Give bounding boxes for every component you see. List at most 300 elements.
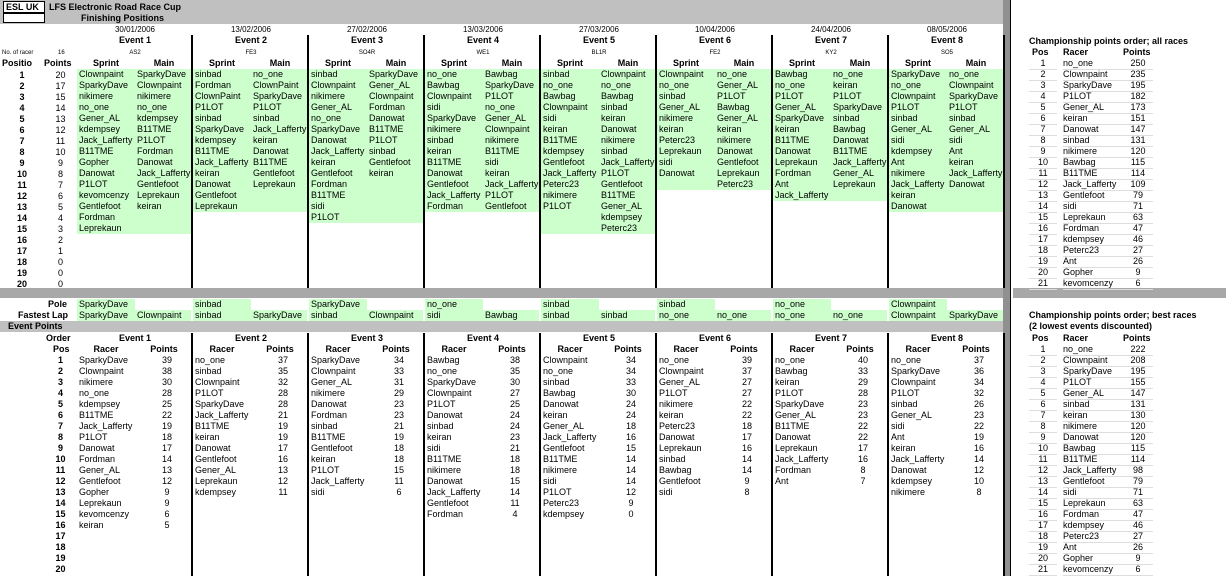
main-racer: SparkyDave <box>833 102 883 112</box>
champ-points-header: Points <box>1123 47 1151 57</box>
event-points-heading: Event 7 <box>814 333 847 343</box>
sprint-header: Sprint <box>93 58 119 68</box>
sprint-racer: Gener_AL <box>775 102 817 112</box>
position-row <box>0 80 77 91</box>
main-racer: sinbad <box>601 102 628 112</box>
champ-pos: 9 <box>1029 146 1057 158</box>
sprint-racer: no_one <box>543 80 574 90</box>
event-points: 15 <box>509 476 520 486</box>
champ-racer: sidi <box>1063 201 1123 213</box>
champ-points: 120 <box>1123 146 1153 158</box>
sprint-racer: Leprekaun <box>659 146 702 156</box>
champ-points: 27 <box>1123 245 1153 257</box>
pole-cell: sinbad <box>193 299 251 310</box>
champ-points: 115 <box>1123 443 1153 455</box>
event-racer: Danowat <box>543 399 579 409</box>
main-racer: sinbad <box>369 146 396 156</box>
sprint-racer: Bawbag <box>427 80 460 90</box>
champ-pos: 16 <box>1029 223 1057 235</box>
event-racer: Clownpaint <box>311 366 356 376</box>
fastest-sprint-cell: no_one <box>773 310 831 321</box>
champ-racer: sinbad <box>1063 135 1123 147</box>
sprint-racer: Jack_Lafferty <box>311 146 365 156</box>
sprint-racer: Gentlefoot <box>195 190 237 200</box>
sprint-racer: keiran <box>543 124 568 134</box>
fastest-main-cell: SparkyDave <box>251 310 307 321</box>
event-racer: P1LOT <box>79 432 108 442</box>
champ-pos: 7 <box>1029 410 1057 422</box>
main-racer: B11TME <box>253 157 288 167</box>
main-racer: Gener_AL <box>949 124 991 134</box>
sprint-racer: Fordman <box>311 179 348 189</box>
event-points: 22 <box>857 432 868 442</box>
champ-points: 98 <box>1123 465 1153 477</box>
sprint-racer: Jack_Lafferty <box>195 157 249 167</box>
sprint-racer: Leprekaun <box>775 157 818 167</box>
sprint-racer: nikimere <box>659 113 694 123</box>
sprint-racer: Peterc23 <box>659 135 696 145</box>
position-row <box>0 157 77 168</box>
event-racer: Danowat <box>775 432 811 442</box>
champ-pos: 1 <box>1029 344 1057 356</box>
sprint-racer: P1LOT <box>79 179 108 189</box>
points-header: Points <box>498 344 526 354</box>
event-points: 6 <box>396 487 402 497</box>
champ-racer-header: Racer <box>1063 333 1089 343</box>
order-position: 18 <box>55 542 66 552</box>
event-racer: B11TME <box>775 421 810 431</box>
main-racer: keiran <box>137 201 162 211</box>
no-of-racers-label: No. of racer <box>2 50 34 56</box>
event-points: 27 <box>509 388 520 398</box>
event-points: 9 <box>744 476 750 486</box>
event-racer: nikimere <box>891 487 926 497</box>
champ-racer: Gentlefoot <box>1063 476 1123 488</box>
event-points: 22 <box>973 421 984 431</box>
position-row <box>0 267 77 278</box>
champ-racer: kevomcenzy <box>1063 278 1123 290</box>
main-racer: Gener_AL <box>485 113 527 123</box>
event-heading: Event 1 <box>118 35 151 45</box>
champ-racer: SparkyDave <box>1063 366 1123 378</box>
champ-racer: Gener_AL <box>1063 388 1123 400</box>
event-racer: Jack_Lafferty <box>775 454 829 464</box>
event-points: 6 <box>164 509 170 519</box>
event-racer: Danowat <box>195 443 231 453</box>
main-racer: Gentlefoot <box>369 157 411 167</box>
champ-points: 120 <box>1123 421 1153 433</box>
sprint-racer: sidi <box>427 102 441 112</box>
sprint-racer: Bawbag <box>543 91 576 101</box>
champ-pos: 5 <box>1029 102 1057 114</box>
points-header: Points <box>614 344 642 354</box>
main-racer: Danowat <box>717 146 753 156</box>
event-racer: B11TME <box>427 454 462 464</box>
main-racer: P1LOT <box>369 135 398 145</box>
position-row <box>0 91 77 102</box>
event-points: 21 <box>277 410 288 420</box>
main-racer: B11TME <box>833 146 868 156</box>
position-number: 1 <box>19 69 25 80</box>
event-points: 15 <box>393 465 404 475</box>
sprint-racer: Jack_Lafferty <box>775 190 829 200</box>
track-code: BL1R <box>591 50 607 56</box>
event-points: 7 <box>860 476 866 486</box>
event-racer: Gener_AL <box>311 377 353 387</box>
champ-pos: 7 <box>1029 124 1057 136</box>
main-racer: Gener_AL <box>369 80 411 90</box>
pole-cell: SparkyDave <box>77 299 135 310</box>
event-points: 30 <box>161 377 172 387</box>
champ-racer: keiran <box>1063 410 1123 422</box>
event-divider <box>1003 35 1005 288</box>
position-row <box>0 113 77 124</box>
champ-points: 195 <box>1123 80 1153 92</box>
champ-pos: 10 <box>1029 443 1057 455</box>
main-racer: SparkyDave <box>369 69 419 79</box>
champ-pos: 20 <box>1029 553 1057 565</box>
event-points: 28 <box>277 388 288 398</box>
main-racer: B11TME <box>601 190 636 200</box>
order-position: 5 <box>57 399 63 409</box>
event-racer: Danowat <box>891 465 927 475</box>
page-subtitle: Finishing Positions <box>81 13 164 23</box>
event-points: 12 <box>277 476 288 486</box>
order-position: 9 <box>57 443 63 453</box>
event-points: 14 <box>741 465 752 475</box>
sprint-racer: sidi <box>891 135 905 145</box>
esl-cell[interactable] <box>3 13 45 23</box>
sprint-racer: nikimere <box>427 124 462 134</box>
main-racer: keiran <box>717 124 742 134</box>
main-header: Main <box>849 58 871 68</box>
position-row <box>0 278 77 289</box>
event-points: 8 <box>860 465 866 475</box>
event-racer: keiran <box>543 410 568 420</box>
sprint-racer: P1LOT <box>195 102 224 112</box>
champ-points: 120 <box>1123 432 1153 444</box>
main-racer: P1LOT <box>137 135 166 145</box>
champ-racer: Leprekaun <box>1063 498 1123 510</box>
position-points: 7 <box>57 179 63 190</box>
sprint-racer: keiran <box>891 190 916 200</box>
position-number: 6 <box>19 124 25 135</box>
order-label: Order <box>46 333 71 343</box>
points-header: Points <box>266 344 294 354</box>
event-points: 19 <box>161 421 172 431</box>
champ-pos: 14 <box>1029 487 1057 499</box>
main-racer: Gentlefoot <box>717 157 759 167</box>
sprint-racer: no_one <box>79 102 110 112</box>
main-racer: Peterc23 <box>717 179 754 189</box>
position-number: 19 <box>16 267 27 278</box>
event-points-heading: Event 5 <box>582 333 615 343</box>
sprint-racer: Danowat <box>427 168 463 178</box>
main-racer: nikimere <box>485 135 520 145</box>
track-code: FE3 <box>245 50 257 56</box>
main-racer: SparkyDave <box>485 80 535 90</box>
position-number: 13 <box>16 201 27 212</box>
sprint-racer: Clownpaint <box>427 91 472 101</box>
champ-pos: 11 <box>1029 454 1057 466</box>
event-racer: kdempsey <box>79 399 121 409</box>
sprint-racer: Fordman <box>195 80 232 90</box>
event-racer: sidi <box>543 476 557 486</box>
sprint-racer: SparkyDave <box>311 124 361 134</box>
sprint-racer: B11TME <box>79 146 114 156</box>
position-number: 11 <box>17 179 27 190</box>
main-racer: kdempsey <box>137 113 179 123</box>
position-row <box>0 245 77 256</box>
event-racer: Clownpaint <box>543 355 588 365</box>
event-racer: Bawbag <box>543 388 576 398</box>
champ-racer: Clownpaint <box>1063 355 1123 367</box>
main-racer: no_one <box>137 102 168 112</box>
points-header: Points <box>150 344 178 354</box>
sprint-racer: sinbad <box>427 135 454 145</box>
main-header: Main <box>733 58 755 68</box>
main-racer: SparkyDave <box>137 69 187 79</box>
champ-racer: Jack_Lafferty <box>1063 179 1123 191</box>
champ-racer: Danowat <box>1063 124 1123 136</box>
event-racer: P1LOT <box>427 399 456 409</box>
sprint-header: Sprint <box>905 58 931 68</box>
event-racer: Jack_Lafferty <box>891 454 945 464</box>
event-points: 23 <box>973 410 984 420</box>
position-number: 16 <box>16 234 27 245</box>
pos-label: Pos <box>53 344 70 354</box>
event-points: 11 <box>278 487 288 497</box>
event-points: 17 <box>741 432 752 442</box>
main-racer: Danowat <box>369 113 405 123</box>
champ-points: 195 <box>1123 366 1153 378</box>
position-row <box>0 102 77 113</box>
event-points: 19 <box>393 432 404 442</box>
event-points: 28 <box>161 388 172 398</box>
no-of-racers-value: 16 <box>58 50 65 56</box>
champ-points: 47 <box>1123 509 1153 521</box>
event-points: 14 <box>973 454 984 464</box>
main-racer: keiran <box>601 113 626 123</box>
event-racer: P1LOT <box>891 388 920 398</box>
event-racer: Jack_Lafferty <box>427 487 481 497</box>
sprint-racer: sidi <box>543 113 557 123</box>
order-position: 17 <box>55 531 66 541</box>
fastest-main-cell: no_one <box>831 310 887 321</box>
event-racer: Gener_AL <box>543 421 585 431</box>
order-position: 10 <box>55 454 66 464</box>
fastest-sprint-cell: sidi <box>425 310 483 321</box>
champ-racer: B11TME <box>1063 168 1123 180</box>
sprint-racer: Gentlefoot <box>427 179 469 189</box>
sprint-racer: keiran <box>311 157 336 167</box>
sprint-racer: Danowat <box>775 146 811 156</box>
sprint-racer: Clownpaint <box>311 80 356 90</box>
main-racer: SparkyDave <box>949 91 999 101</box>
main-racer: Gentlefoot <box>137 179 179 189</box>
champ-racer: Jack_Lafferty <box>1063 465 1123 477</box>
event-racer: Jack_Lafferty <box>543 432 597 442</box>
event-points: 18 <box>161 432 172 442</box>
champ-pos: 8 <box>1029 421 1057 433</box>
champ-points: 147 <box>1123 124 1153 136</box>
event-heading: Event 3 <box>350 35 383 45</box>
main-racer: Clownpaint <box>137 80 182 90</box>
champ-points: 131 <box>1123 399 1153 411</box>
event-racer: P1LOT <box>195 388 224 398</box>
event-racer: SparkyDave <box>427 377 477 387</box>
sprint-racer: Jack_Lafferty <box>427 190 481 200</box>
page-title: LFS Electronic Road Race Cup <box>49 2 182 12</box>
event-points: 15 <box>625 443 636 453</box>
champ-points: 71 <box>1123 487 1153 499</box>
main-racer: Ant <box>949 146 963 156</box>
sprint-racer: B11TME <box>775 135 810 145</box>
event-racer: Gentlefoot <box>311 443 353 453</box>
champ-pos: 17 <box>1029 520 1057 532</box>
position-number: 15 <box>16 223 27 234</box>
pole-label: Pole <box>48 299 68 309</box>
event-racer: Gentlefoot <box>79 476 121 486</box>
champ-racer: Ant <box>1063 256 1123 268</box>
champ-racer: no_one <box>1063 344 1123 356</box>
champ-racer: Bawbag <box>1063 443 1123 455</box>
order-position: 11 <box>55 465 66 475</box>
main-racer: no_one <box>833 69 864 79</box>
sprint-header: Sprint <box>673 58 699 68</box>
event-racer: no_one <box>543 366 574 376</box>
sprint-header: Sprint <box>557 58 583 68</box>
champ-racer: Ant <box>1063 542 1123 554</box>
event-points: 31 <box>393 377 404 387</box>
order-position: 15 <box>55 509 66 519</box>
order-position: 8 <box>57 432 63 442</box>
main-racer: sinbad <box>601 146 628 156</box>
event-points: 32 <box>973 388 984 398</box>
sprint-racer: Jack_Lafferty <box>79 135 133 145</box>
fastest-main-cell: Bawbag <box>483 310 539 321</box>
event-points: 33 <box>857 366 868 376</box>
champ-pos: 19 <box>1029 542 1057 554</box>
event-points: 24 <box>509 421 520 431</box>
fastest-sprint-cell: no_one <box>657 310 715 321</box>
sprint-racer: kdempsey <box>79 124 121 134</box>
sprint-racer: kdempsey <box>891 146 933 156</box>
event-racer: Fordman <box>79 454 116 464</box>
event-racer: no_one <box>659 355 690 365</box>
fastest-lap-label: Fastest Lap <box>18 310 69 320</box>
champ-racer: Clownpaint <box>1063 69 1123 81</box>
main-racer: P1LOT <box>601 168 630 178</box>
sprint-racer: no_one <box>311 113 342 123</box>
event-points: 30 <box>509 377 520 387</box>
position-row <box>0 234 77 245</box>
track-code: WE1 <box>476 50 490 56</box>
main-racer: Clownpaint <box>949 80 994 90</box>
main-racer: Gener_AL <box>717 80 759 90</box>
sprint-racer: sinbad <box>195 113 222 123</box>
champ-points: 63 <box>1123 212 1153 224</box>
event-points: 16 <box>973 443 984 453</box>
event-points: 4 <box>512 509 518 519</box>
event-points: 19 <box>277 432 288 442</box>
main-racer: P1LOT <box>485 91 514 101</box>
main-racer: Bawbag <box>485 69 518 79</box>
main-racer: sidi <box>485 157 499 167</box>
champ-pos: 4 <box>1029 91 1057 103</box>
sprint-racer: keiran <box>427 146 452 156</box>
sprint-racer: Clownpaint <box>659 69 704 79</box>
champ-points: 47 <box>1123 223 1153 235</box>
champ-points: 173 <box>1123 102 1153 114</box>
main-racer: ClownPaint <box>253 80 299 90</box>
sprint-racer: Danowat <box>195 179 231 189</box>
champ-points: 235 <box>1123 69 1153 81</box>
event-points: 18 <box>741 421 752 431</box>
racer-header: Racer <box>557 344 583 354</box>
sprint-racer: Ant <box>891 157 905 167</box>
champ-points: 222 <box>1123 344 1153 356</box>
champ-pos-header: Pos <box>1032 333 1049 343</box>
event-points: 23 <box>393 410 404 420</box>
event-racer: Gentlefoot <box>427 498 469 508</box>
position-row <box>0 135 77 146</box>
champ-points: 114 <box>1123 168 1153 180</box>
champ-racer: nikimere <box>1063 146 1123 158</box>
champ-racer-header: Racer <box>1063 47 1089 57</box>
main-racer: P1LOT <box>485 190 514 200</box>
main-racer: P1LOT <box>717 91 746 101</box>
champ-pos: 16 <box>1029 509 1057 521</box>
champ-best-subtitle: (2 lowest events discounted) <box>1029 321 1153 331</box>
position-points: 11 <box>55 135 66 146</box>
fastest-main-cell: sinbad <box>599 310 655 321</box>
event-points: 33 <box>625 377 636 387</box>
position-points: 8 <box>57 168 63 179</box>
sprint-racer: Clownpaint <box>891 91 936 101</box>
position-points: 2 <box>57 234 63 245</box>
champ-racer: P1LOT <box>1063 377 1123 389</box>
event-racer: nikimere <box>427 465 462 475</box>
event-racer: Danowat <box>427 410 463 420</box>
event-points: 38 <box>161 366 172 376</box>
event-points: 11 <box>510 498 520 508</box>
event-racer: Ant <box>775 476 789 486</box>
fastest-main-cell: Clownpaint <box>135 310 191 321</box>
order-position: 13 <box>55 487 66 497</box>
event-racer: Gener_AL <box>79 465 121 475</box>
champ-pos: 11 <box>1029 168 1057 180</box>
event-racer: keiran <box>79 520 104 530</box>
main-header: Main <box>617 58 639 68</box>
sprint-racer: sidi <box>659 157 673 167</box>
champ-racer: kdempsey <box>1063 520 1123 532</box>
main-racer: Jack_Lafferty <box>601 157 655 167</box>
sprint-racer: P1LOT <box>311 212 340 222</box>
sprint-racer: Danowat <box>891 201 927 211</box>
sprint-racer: kdempsey <box>543 146 585 156</box>
main-racer: Danowat <box>601 124 637 134</box>
event-racer: Jack_Lafferty <box>195 410 249 420</box>
event-racer: P1LOT <box>775 388 804 398</box>
sprint-racer: no_one <box>427 69 458 79</box>
sprint-racer: keiran <box>775 124 800 134</box>
pole-cell: no_one <box>773 299 831 310</box>
position-points: 12 <box>55 124 66 135</box>
event-points: 39 <box>741 355 752 365</box>
champ-racer: Gener_AL <box>1063 102 1123 114</box>
champ-racer: Bawbag <box>1063 157 1123 169</box>
